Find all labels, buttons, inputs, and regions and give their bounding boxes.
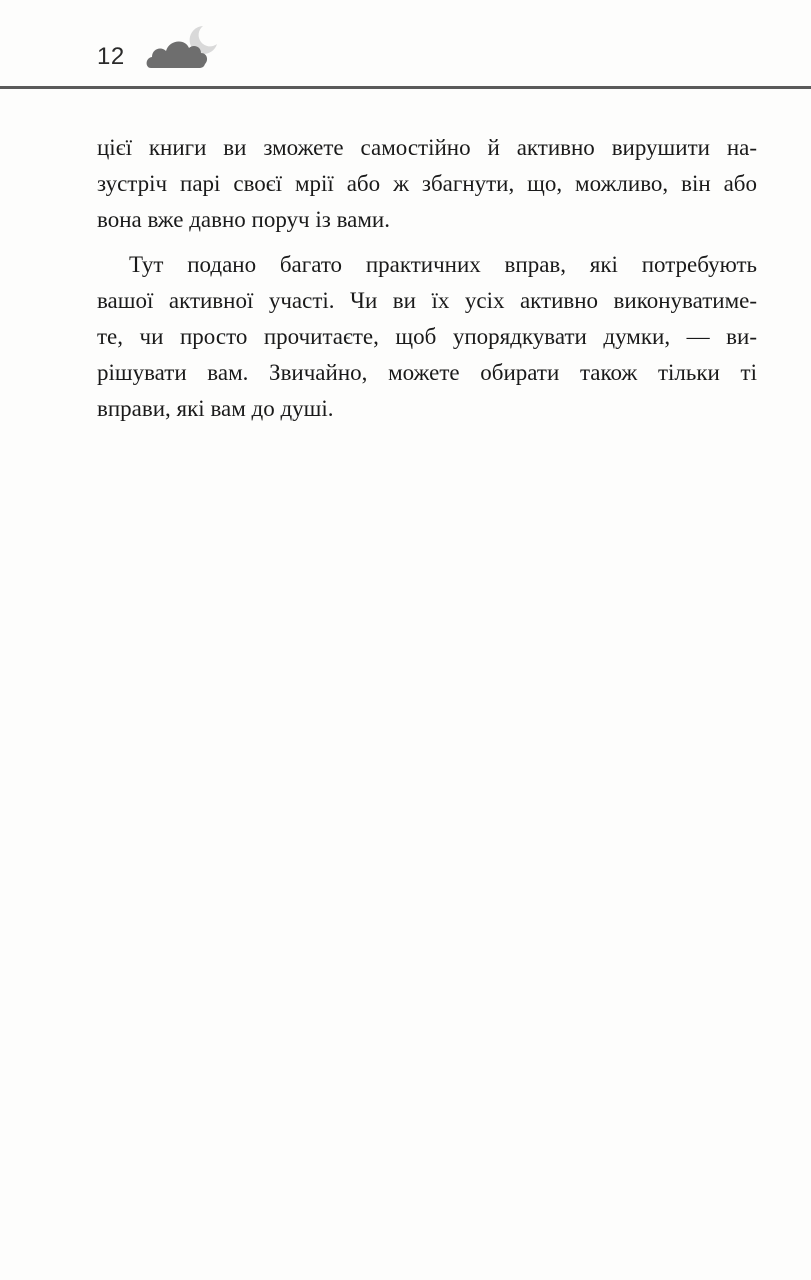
- text-line: те, чи просто прочитаєте, щоб упорядкувати думки, — ви-: [97, 324, 757, 349]
- page-number: 12: [97, 43, 125, 70]
- cloud-moon-icon: [143, 22, 223, 74]
- text-line: цієї книги ви зможете самостійно й активно вирушити на-: [97, 135, 757, 160]
- text-line: вправи, які вам до душі.: [97, 396, 334, 421]
- paragraph-1: [97, 130, 757, 238]
- header-divider: [0, 86, 811, 89]
- body-text: [97, 130, 757, 436]
- text-line: Тут подано багато практичних вправ, які потребують: [129, 252, 757, 277]
- text-line: рішувати вам. Звичайно, можете обирати також тільки ті: [97, 360, 757, 385]
- text-line: вашої активної участі. Чи ви їх усіх активно виконуватиме-: [97, 288, 757, 313]
- page-header: [0, 0, 811, 100]
- text-line: зустріч парі своєї мрії або ж збагнути, що, можливо, він або: [97, 171, 757, 196]
- paragraph-2: [97, 247, 757, 427]
- text-line: вона вже давно поруч із вами.: [97, 207, 390, 232]
